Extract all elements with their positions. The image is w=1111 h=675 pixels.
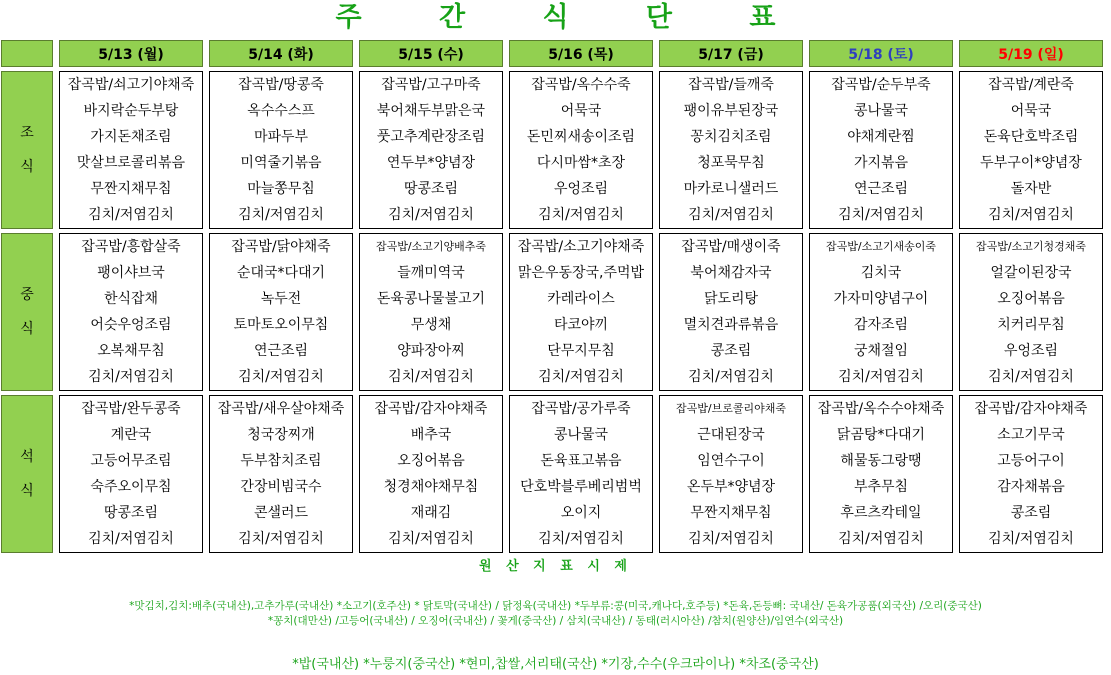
page-title: 주 간 식 단 표	[335, 2, 810, 33]
menu-item: 온두부*양념장	[686, 479, 776, 495]
menu-cell	[959, 71, 1103, 229]
menu-item: 배추국	[410, 427, 452, 443]
menu-cell	[59, 233, 203, 391]
menu-cell	[809, 71, 953, 229]
menu-item: 두부구이*양념장	[980, 155, 1082, 171]
menu-item: 잡곡밥/땅콩죽	[238, 77, 324, 93]
menu-cell	[359, 233, 503, 391]
menu-item: 잡곡밥/감자야채죽	[974, 401, 1088, 417]
menu-item: 연근조림	[853, 181, 909, 197]
menu-item: 마카로니샐러드	[683, 181, 779, 197]
menu-item: 가지볶음	[853, 155, 909, 171]
menu-item: 잡곡밥/옥수수죽	[531, 77, 631, 93]
origin-line-2: *꽁치(대만산) /고등어(국내산) / 오징어(국내산) / 꽃게(중국산) / 삼치(국내산) / 동태(러시아산) /참치(원양산)/임연수(외국산)	[267, 615, 844, 627]
menu-item: 청경채야채무침	[383, 479, 479, 495]
menu-item: 다시마쌈*초장	[536, 155, 626, 171]
day-header: 5/17 (금)	[659, 40, 803, 67]
menu-item: 북어채두부맑은국	[376, 103, 486, 119]
menu-cell	[209, 71, 353, 229]
day-header: 5/14 (화)	[209, 40, 353, 67]
menu-cell	[809, 233, 953, 391]
menu-item: 김치/저염김치	[538, 369, 624, 385]
menu-item: 김치/저염김치	[88, 369, 174, 385]
menu-cell	[959, 395, 1103, 553]
menu-item: 잡곡밥/고구마죽	[381, 77, 481, 93]
menu-item: 잡곡밥/감자야채죽	[374, 401, 488, 417]
menu-item: 김치/저염김치	[838, 369, 924, 385]
menu-item: 잡곡밥/소고기야채죽	[517, 239, 645, 255]
menu-item: 김치/저염김치	[538, 531, 624, 547]
menu-item: 치커리무침	[997, 317, 1065, 333]
menu-item: 오징어볶음	[997, 291, 1065, 307]
menu-item: 녹두전	[260, 291, 302, 307]
menu-item: 팽이유부된장국	[683, 103, 779, 119]
menu-item: 땅콩조림	[403, 181, 459, 197]
menu-item: 돈육단호박조림	[983, 129, 1079, 145]
menu-item: 옥수수스프	[247, 103, 315, 119]
menu-item: 해물동그랑땡	[840, 453, 922, 469]
menu-item: 김치/저염김치	[238, 369, 324, 385]
menu-item: 야채계란찜	[847, 129, 915, 145]
menu-item: 간장비빔국수	[240, 479, 322, 495]
menu-item: 근대된장국	[697, 427, 765, 443]
weekly-menu-table	[1, 40, 1103, 553]
menu-item: 꽁치김치조림	[690, 129, 772, 145]
day-header: 5/13 (월)	[59, 40, 203, 67]
menu-item: 김치/저염김치	[688, 531, 774, 547]
menu-item: 잡곡밥/닭야채죽	[231, 239, 331, 255]
menu-cell	[659, 233, 803, 391]
meal-label-top: 석	[20, 449, 34, 465]
day-header: 5/19 (일)	[959, 40, 1103, 67]
meal-label	[1, 395, 53, 553]
meal-label-top: 조	[20, 125, 34, 141]
menu-item: 잡곡밥/완두콩죽	[81, 401, 181, 417]
menu-item: 김치/저염김치	[688, 207, 774, 223]
menu-item: 돈민찌새송이조림	[526, 129, 636, 145]
menu-item: 계란국	[110, 427, 152, 443]
origin-title: 원 산 지 표 시 제	[479, 559, 632, 574]
menu-cell	[209, 395, 353, 553]
menu-item: 잡곡밥/옥수수야채죽	[817, 401, 945, 417]
menu-item: 후르츠칵테일	[840, 505, 922, 521]
menu-item: 순대국*다대기	[236, 265, 326, 281]
menu-cell	[59, 395, 203, 553]
menu-item: 고등어구이	[997, 453, 1065, 469]
origin-line-1: *맛김치,김치:배추(국내산),고추가루(국내산) *소고기(호주산) * 닭토막(국내산) / 닭정육(국내산) *두부류:콩(미국,캐나다,호주등) *돈육,돈등뼈: 국내산/ 돈육가공품(외국산) /오리(중국산)	[129, 600, 982, 612]
menu-item: 토마토오이무침	[233, 317, 329, 333]
menu-item: 맛살브로콜리볶음	[76, 155, 186, 171]
menu-item: 땅콩조림	[103, 505, 159, 521]
day-header: 5/16 (목)	[509, 40, 653, 67]
menu-item: 김치/저염김치	[388, 531, 474, 547]
menu-item: 콩나물국	[853, 103, 909, 119]
meal-label	[1, 71, 53, 229]
menu-item: 들깨미역국	[397, 265, 465, 281]
menu-item: 맑은우동장국,주먹밥	[517, 265, 645, 281]
menu-item: 감자조림	[853, 317, 909, 333]
menu-item: 풋고추계란장조림	[376, 129, 486, 145]
menu-item: 김치/저염김치	[238, 207, 324, 223]
menu-item: 콩조림	[710, 343, 752, 359]
header-corner	[1, 40, 53, 67]
menu-item: 잡곡밥/공가루죽	[531, 401, 631, 417]
origin-grain-line: *밥(국내산) *누룽지(중국산) *현미,찹쌀,서리태(국산) *기장,수수(우크라이나) *차조(중국산)	[292, 657, 819, 672]
menu-cell	[659, 395, 803, 553]
menu-item: 바지락순두부탕	[83, 103, 179, 119]
menu-item: 어묵국	[1010, 103, 1052, 119]
menu-item: 오징어볶음	[397, 453, 465, 469]
header-row	[1, 40, 1103, 67]
menu-item: 잡곡밥/소고기청경채죽	[976, 240, 1086, 253]
menu-cell	[959, 233, 1103, 391]
menu-item: 한식잡채	[103, 291, 159, 307]
menu-item: 오이지	[560, 505, 602, 521]
menu-item: 김치/저염김치	[988, 369, 1074, 385]
menu-item: 재래김	[410, 505, 452, 521]
menu-cell	[659, 71, 803, 229]
menu-item: 닭곰탕*다대기	[836, 427, 926, 443]
menu-cell	[209, 233, 353, 391]
menu-item: 두부참치조림	[240, 453, 322, 469]
menu-item: 돈육표고볶음	[540, 453, 622, 469]
menu-item: 무생채	[410, 317, 452, 333]
menu-item: 가지돈채조림	[90, 129, 172, 145]
menu-item: 김치/저염김치	[538, 207, 624, 223]
menu-cell	[59, 71, 203, 229]
menu-cell	[509, 71, 653, 229]
menu-item: 임연수구이	[697, 453, 765, 469]
menu-item: 단호박블루베리범벅	[520, 479, 642, 495]
menu-item: 청국장찌개	[247, 427, 315, 443]
menu-item: 무짠지채무침	[90, 181, 172, 197]
menu-item: 우엉조림	[553, 181, 609, 197]
menu-item: 멸치견과류볶음	[683, 317, 779, 333]
menu-item: 잡곡밥/들깨죽	[688, 77, 774, 93]
menu-item: 김치/저염김치	[988, 531, 1074, 547]
menu-item: 김치/저염김치	[838, 531, 924, 547]
menu-item: 오복채무침	[97, 343, 165, 359]
menu-item: 궁채절임	[853, 343, 909, 359]
day-header: 5/18 (토)	[809, 40, 953, 67]
menu-item: 잡곡밥/소고기새송이죽	[826, 240, 936, 253]
menu-item: 숙주오이무침	[90, 479, 172, 495]
menu-item: 얼갈이된장국	[990, 265, 1072, 281]
meal-row	[1, 395, 1103, 553]
menu-item: 잡곡밥/계란죽	[988, 77, 1074, 93]
menu-item: 마늘쫑무침	[247, 181, 315, 197]
menu-item: 콩조림	[1010, 505, 1052, 521]
menu-item: 청포묵무침	[697, 155, 765, 171]
menu-item: 잡곡밥/흥합살죽	[81, 239, 181, 255]
menu-cell	[509, 233, 653, 391]
menu-item: 콘샐러드	[253, 505, 309, 521]
day-header: 5/15 (수)	[359, 40, 503, 67]
menu-item: 김치/저염김치	[238, 531, 324, 547]
menu-item: 팽이샤브국	[97, 265, 165, 281]
meal-label-top: 중	[20, 287, 34, 303]
menu-item: 가자미양념구이	[833, 291, 929, 307]
menu-item: 잡곡밥/매생이죽	[681, 239, 781, 255]
menu-item: 김치/저염김치	[88, 207, 174, 223]
menu-item: 연두부*양념장	[386, 155, 476, 171]
menu-cell	[809, 395, 953, 553]
menu-item: 부추무침	[853, 479, 909, 495]
menu-item: 콩나물국	[553, 427, 609, 443]
meal-label-bottom: 식	[20, 321, 34, 337]
menu-item: 어슷우엉조림	[90, 317, 172, 333]
menu-item: 잡곡밥/새우살야채죽	[217, 401, 345, 417]
meal-label-bottom: 식	[20, 483, 34, 499]
meal-row	[1, 233, 1103, 391]
menu-item: 돌자반	[1010, 181, 1052, 197]
menu-item: 김치/저염김치	[88, 531, 174, 547]
menu-item: 잡곡밥/소고기양배추죽	[376, 240, 486, 253]
menu-item: 어묵국	[560, 103, 602, 119]
menu-item: 소고기무국	[997, 427, 1065, 443]
menu-item: 닭도리탕	[703, 291, 759, 307]
menu-item: 우엉조림	[1003, 343, 1059, 359]
menu-item: 잡곡밥/브로콜리야채죽	[676, 402, 786, 415]
menu-item: 북어채감자국	[690, 265, 772, 281]
menu-item: 김치/저염김치	[688, 369, 774, 385]
meal-label-bottom: 식	[20, 159, 34, 175]
menu-item: 단무지무침	[547, 343, 615, 359]
menu-item: 김치/저염김치	[988, 207, 1074, 223]
menu-item: 무짠지채무침	[690, 505, 772, 521]
menu-item: 돈육콩나물불고기	[376, 291, 486, 307]
menu-item: 양파장아찌	[397, 343, 465, 359]
menu-item: 미역줄기볶음	[240, 155, 322, 171]
menu-item: 잡곡밥/순두부죽	[831, 77, 931, 93]
menu-item: 감자채볶음	[997, 479, 1065, 495]
menu-item: 김치/저염김치	[388, 207, 474, 223]
menu-item: 잡곡밥/쇠고기야채죽	[67, 77, 195, 93]
meal-row	[1, 71, 1103, 229]
menu-item: 김치/저염김치	[838, 207, 924, 223]
menu-item: 고등어무조림	[90, 453, 172, 469]
menu-item: 카레라이스	[547, 291, 615, 307]
menu-item: 마파두부	[253, 129, 309, 145]
menu-cell	[359, 71, 503, 229]
menu-item: 김치/저염김치	[388, 369, 474, 385]
meal-label	[1, 233, 53, 391]
menu-item: 김치국	[860, 265, 902, 281]
menu-item: 타코야끼	[553, 317, 609, 333]
menu-item: 연근조림	[253, 343, 309, 359]
menu-cell	[509, 395, 653, 553]
menu-cell	[359, 395, 503, 553]
